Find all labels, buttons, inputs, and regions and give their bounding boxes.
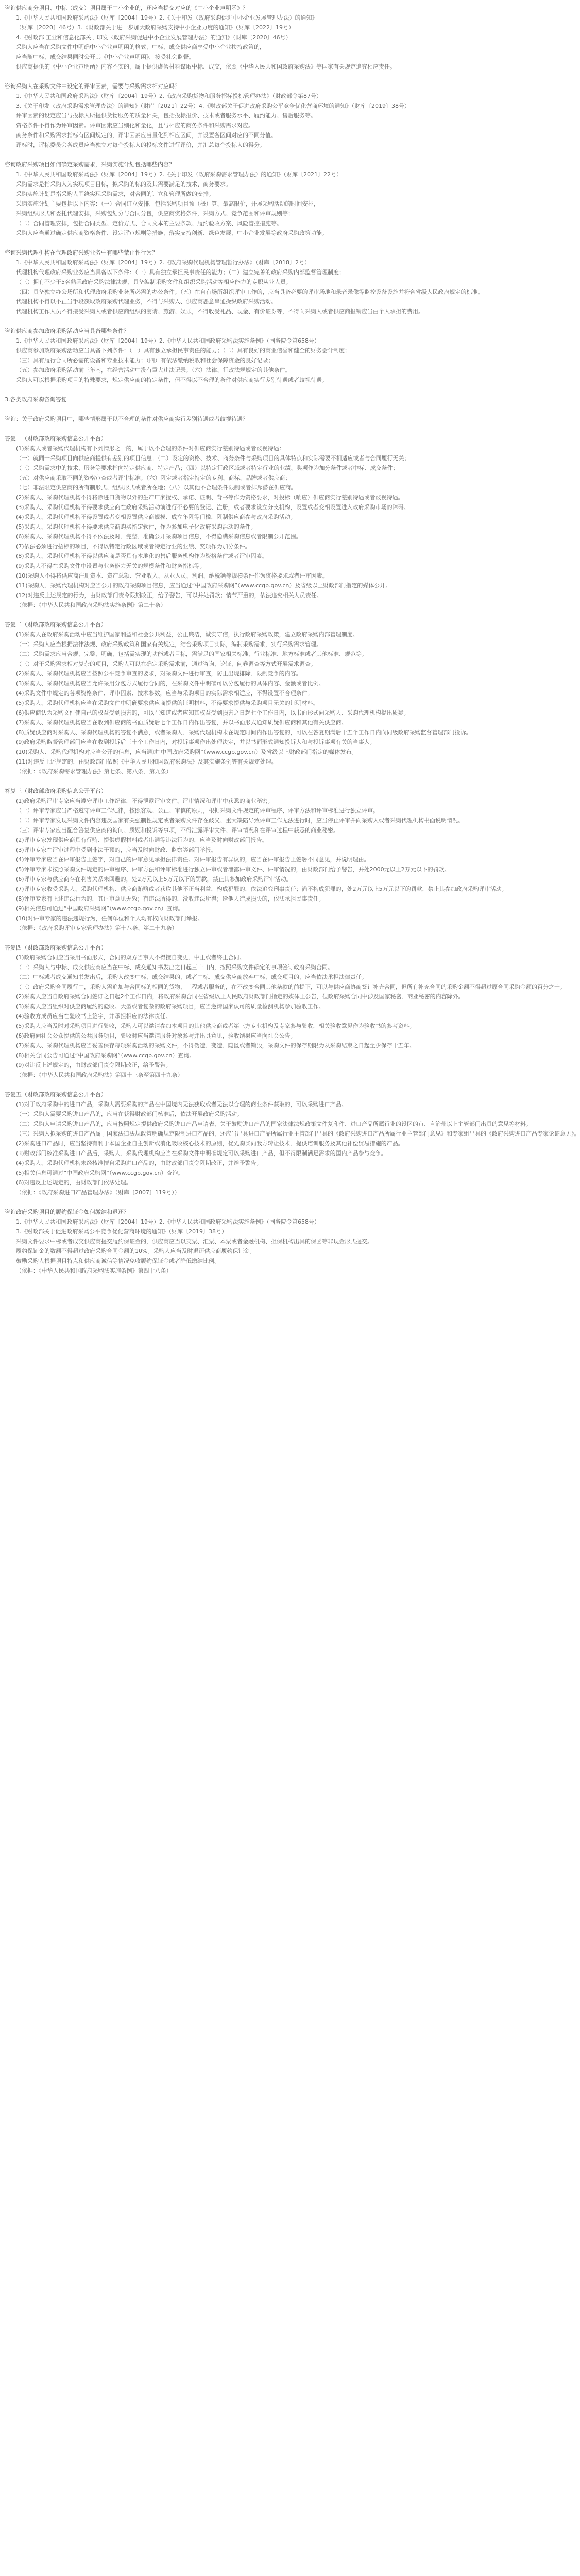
qa-block-line: (4)验收方成员应当在验收书上签字，并承担相应的法律责任。 — [16, 1013, 172, 1020]
qa-header: 3.各类政府采购咨询答复 — [5, 396, 67, 403]
closing-line: 履约保证金的数额不得超过政府采购合同金额的10%。采购人应当及时退还供应商履约保证金。 — [16, 1248, 255, 1255]
qa-block-line: （二）采购需求应当合规、完整、明确，包括需实现的功能或者目标，需满足的国家相关标准、行业标准、地方标准或者其他标准、规范等。 — [16, 651, 367, 657]
qa-block-line: (3)采购人应当组织对供应商履约的验收。大型或者复杂的政府采购项目，应当邀请国家认可的质量检测机构参加验收工作。 — [16, 1003, 325, 1010]
qa-block-line: （二）评审专家发现采购文件内容违反国家有关强制性规定或者采购文件存在歧义、重大缺陷导致评审工作无法进行时，应当停止评审并向采购人或者采购代理机构书面说明情况。 — [16, 817, 464, 824]
section-line: 资格条件不得作为评审因素。评审因素应当细化和量化，且与相应的商务条件和采购需求对应。 — [16, 122, 254, 129]
qa-block-line: (5)采购人应当及时对采购项目进行验收，采购人可以邀请参加本项目的其他供应商或者第三方专业机构及专家参与验收，相关验收意见作为验收书的参考资料。 — [16, 1023, 415, 1029]
qa-block-line: (3)评审专家在评审过程中受到非法干预的，应当及时向财政、监察等部门举报。 — [16, 846, 217, 853]
qa-block-line: (1)采购人或者采购代理机构有下列情形之一的，属于以不合理的条件对供应商实行差别待遇或者歧视待遇： — [16, 445, 285, 452]
section-line: 采购人应当通过确定供应商资格条件、设定评审规则等措施，落实支持创新、绿色发展、中小企业发展等政府采购政策功能。 — [16, 230, 328, 236]
section-line: 代理机构代理政府采购业务应当具备以下条件：（一）具有独立承担民事责任的能力；（二）建立完善的政府采购内部监督管理制度； — [16, 269, 345, 276]
section-line: （三）拥有不少于5名熟悉政府采购法律法规、具备编制采购文件和组织采购活动等相应能力的专职从业人员； — [16, 279, 292, 285]
qa-block-line: (6)评审专家与供应商存在利害关系未回避的，处2万元以上5万元以下的罚款，禁止其参加政府采购评审活动。 — [16, 876, 292, 883]
qa-block-line: (3)采购人、采购代理机构不得要求供应商在政府采购活动前进行不必要的登记、注册，或者要求设立分支机构，设置或者变相设置进入政府采购市场的障碍。 — [16, 504, 410, 511]
section-line: 商务条件和采购需求指标有区间规定的，评审因素应当量化到相应区间，并设置各区间对应的不同分值。 — [16, 132, 277, 139]
section-line: （二）合同管理安排，包括合同类型、定价方式、合同文本的主要条款、履约验收方案、风险管控措施等。 — [16, 220, 282, 227]
section-line: 采购组织形式和委托代理安排，采购包划分与合同分包，供应商资格条件，采购方式、竞争范围和评审规则等； — [16, 210, 294, 217]
section-line: 1.《中华人民共和国政府采购法》（财库〔2004〕19号）2.《政府采购代理机构管理暂行办法》（财库〔2018〕2号） — [16, 259, 310, 266]
section-heading: 咨询采购代理机构在代理政府采购业务中有哪些禁止性行为？ — [5, 249, 158, 256]
qa-block-line: (9)对违反上述规定的，由财政部门责令限期改正，给予警告。 — [16, 1062, 172, 1069]
section-line: （四）具备独立办公场所和代理政府采购业务所必需的办公条件；（五）在自有场所组织评审工作的，应当具备必要的评审场地和录音录像等监控设备设施并符合省级人民政府规定的标准。 — [16, 289, 484, 295]
qa-block-line: （三）评审专家应当配合答复供应商的询问、质疑和投诉等事项，不得泄露评审文件、评审情况和在评审过程中获悉的商业秘密。 — [16, 827, 339, 834]
qa-block-line: （一）采购人与中标、成交供应商应当在中标、成交通知书发出之日起三十日内，按照采购文件确定的事项签订政府采购合同。 — [16, 964, 333, 971]
section-line: 采购人可以根据采购项目的特殊要求，规定供应商的特定条件，但不得以不合理的条件对供应商实行差别待遇或者歧视待遇。 — [16, 377, 328, 383]
section-line: 1.《中华人民共和国政府采购法》（财库〔2004〕19号）2.《关于印发〈政府采购需求管理办法〉的通知》（财库〔2021〕22号） — [16, 171, 342, 178]
qa-block-title: 答复二（财政部政府采购信息公开平台） — [5, 621, 107, 628]
section-heading: 咨询供应商参加政府采购活动应当具备哪些条件？ — [5, 328, 129, 334]
qa-block-line: (12)对违反上述规定的行为，由财政部门责令限期改正，给予警告，可以并处罚款；情节严重的，依法追究相关人员责任。 — [16, 592, 322, 599]
qa-block-line: (4)采购人、采购代理机构未经核准擅自采购进口产品的，由财政部门责令限期改正，并给予警告。 — [16, 1160, 262, 1166]
qa-block-line: （三）对于采购需求相对复杂的项目，采购人可以在确定采购需求前，通过咨询、论证、问卷调查等方式开展需求调查。 — [16, 660, 316, 667]
qa-block-line: (5)采购人、采购代理机构不得要求供应商购买指定软件，作为参加电子化政府采购活动的条件。 — [16, 523, 257, 530]
qa-block-line: （二）中标或者成交通知书发出后，采购人改变中标、成交结果的，或者中标、成交供应商放弃中标、成交项目的，应当依法承担法律责任。 — [16, 974, 367, 980]
qa-block-line: （依据：《中华人民共和国政府采购法》第四十三条至第四十九条） — [16, 1072, 183, 1078]
qa-block-line: (6)供应商认为采购文件使自己的权益受到损害的，可以在知道或者应知其权益受到损害之日起七个工作日内，以书面形式向采购人、采购代理机构提出质疑。 — [16, 709, 410, 716]
section-line: 4.《财政部 工业和信息化部关于印发〈政府采购促进中小企业发展管理办法〉的通知》（财库〔2020〕46号） — [16, 34, 292, 41]
qa-block-line: （依据：《政府采购需求管理办法》第七条、第八条、第九条） — [16, 768, 172, 775]
qa-block-line: (8)质疑供应商对采购人、采购代理机构的答复不满意，或者采购人、采购代理机构未在规定时间内作出答复的，可以在答复期满后十五个工作日内向同级政府采购监督管理部门投诉。 — [16, 729, 472, 736]
qa-lead: 咨询：关于政府采购项目中，哪些情形属于以不合理的条件对供应商实行差别待遇或者歧视待遇？ — [5, 416, 248, 422]
qa-block-line: (6)对违反上述规定的，由财政部门依法处理。 — [16, 1179, 132, 1186]
qa-block-title: 答复四（财政部政府采购信息公开平台） — [5, 944, 107, 951]
section-line: 评审因素的设定应当与投标人所提供货物服务的质量相关，包括投标报价、技术或者服务水平、履约能力、售后服务等。 — [16, 112, 316, 119]
section-line: 供应商提供的《中小企业声明函》内容不实的，属于提供虚假材料谋取中标、成交，依照《中华人民共和国政府采购法》等国家有关规定追究相应责任。 — [16, 63, 396, 70]
qa-block-line: (11)采购人、采购代理机构对应当公开的政府采购项目信息，应当通过“中国政府采购网”（www.ccgp.gov.cn）及省级以上财政部门指定的媒体公开。 — [16, 582, 391, 589]
section-line: 代理机构工作人员不得接受采购人或者供应商组织的宴请、旅游、娱乐，不得收受礼品、现金、有价证券等，不得向采购人或者供应商报销应当由个人承担的费用。 — [16, 308, 424, 315]
qa-block-line: (5)评审专家未按照采购文件规定的评审程序、评审方法和评审标准进行独立评审或者泄露评审文件、评审情况的，由财政部门给予警告，并处2000元以上2万元以下的罚款。 — [16, 866, 450, 873]
section-line: 1.《中华人民共和国政府采购法》（财库〔2004〕19号）2.《政府采购货物和服务招标投标管理办法》（财政部令第87号） — [16, 93, 322, 99]
qa-block-line: (8)采购人、采购代理机构不得以供应商是否具有本地化的售后服务机构作为资格条件或者评审因素。 — [16, 553, 268, 560]
section-line: 3.《关于印发〈政府采购需求管理办法〉的通知》（财库〔2021〕22号）4.《财政部关于促进政府采购公平竞争优化营商环境的通知》（财库〔2019〕38号） — [16, 103, 410, 109]
qa-block-line: (4)采购人、采购代理机构不得设置或者变相设置供应商规模、成立年限等门槛，限制供应商参与政府采购活动。 — [16, 514, 296, 520]
qa-block-line: (10)对评审专家的违法违规行为，任何单位和个人均有权向财政部门举报。 — [16, 915, 203, 922]
section-line: 1.《中华人民共和国政府采购法》（财库〔2004〕19号）2.《关于印发〈政府采购促进中小企业发展管理办法〉的通知》 — [16, 14, 318, 21]
qa-block-line: (2)采购进口产品时，应当坚持有利于本国企业自主创新或消化吸收核心技术的原则，优先购买向我方转让技术、提供培训服务及其他补偿贸易措施的产品。 — [16, 1140, 404, 1147]
qa-block-line: (4)采购文件中规定的各项资格条件、评审因素、技术参数，应当与采购项目的实际需求相适应，不得设置不合理条件。 — [16, 690, 313, 697]
qa-block-line: (11)对违反上述规定的，由财政部门依照《中华人民共和国政府采购法》及其实施条例等有关规定处理。 — [16, 758, 277, 765]
qa-block-line: （三）政府采购合同履行中，采购人需追加与合同标的相同的货物、工程或者服务的，在不改变合同其他条款的前提下，可以与供应商协商签订补充合同，但所有补充合同的采购金额不得超过原合同采购金额的百分之十。 — [16, 984, 566, 990]
qa-block-line: (7)采购人、采购代理机构应当在收到供应商的书面质疑后七个工作日内作出答复，并以书面形式通知质疑供应商和其他有关供应商。 — [16, 719, 347, 726]
qa-block-line: (6)采购人、采购代理机构不得不依法及时、完整、准确公开采购项目信息，不得隐瞒采购信息或者限制公开范围。 — [16, 533, 302, 540]
qa-block-title: 答复五（财政部政府采购信息公开平台） — [5, 1091, 107, 1098]
section-line: （三）具有履行合同所必需的设备和专业技术能力；（四）有依法缴纳税收和社会保障资金的良好记录； — [16, 357, 274, 364]
qa-block-line: (7)依法必须进行招标的项目，不得以特定行政区域或者特定行业的业绩、奖项作为加分条件。 — [16, 543, 251, 550]
qa-block-line: （三）采购人拟采购的进口产品属于国家法律法规政策明确规定限制进口产品的，还应当出具进口产品所属行业主管部门出具的《政府采购进口产品所属行业主管部门意见》和专家组出具的《政府采购进口产品专家论证意见》。 — [16, 1130, 580, 1137]
qa-block-line: (4)评审专家应当在评审报告上签字，对自己的评审意见承担法律责任。对评审报告有异议的，应当在评审报告上签署不同意见，并说明理由。 — [16, 856, 370, 863]
section-line: 采购需求是指采购人为实现项目目标，拟采购的标的及其需要满足的技术、商务要求。 — [16, 181, 231, 188]
qa-block-line: （依据：《中华人民共和国政府采购法实施条例》第二十条） — [16, 602, 166, 608]
qa-block-title: 答复三（财政部政府采购信息公开平台） — [5, 788, 107, 794]
closing-line: 采购文件要求中标或者成交供应商提交履约保证金的，供应商应当以支票、汇票、本票或者金融机构、担保机构出具的保函等非现金形式提交。 — [16, 1238, 373, 1245]
qa-block-line: （三）采购需求中的技术、服务等要求指向特定供应商、特定产品；（四）以特定行政区域或者特定行业的业绩、奖项作为加分条件或者中标、成交条件； — [16, 465, 399, 471]
qa-block-line: （五）对供应商采取不同的资格审查或者评审标准；（六）限定或者指定特定的专利、商标、品牌或者供应商； — [16, 474, 291, 481]
qa-block-title: 答复一（财政部政府采购信息公开平台） — [5, 435, 107, 442]
closing-line: 鼓励采购人根据项目特点和供应商诚信等情况免收履约保证金或者降低缴纳比例。 — [16, 1258, 220, 1264]
closing-heading: 咨询政府采购项目的履约保证金如何缴纳和退还？ — [5, 1209, 129, 1215]
qa-block-line: (1)政府采购评审专家应当遵守评审工作纪律，不得泄露评审文件、评审情况和评审中获悉的商业秘密。 — [16, 798, 274, 804]
qa-block-line: (2)评审专家发现供应商具有行贿、提供虚假材料或者串通等违法行为的，应当及时向财政部门报告。 — [16, 837, 268, 843]
qa-block-line: (2)采购人、采购代理机构应当按照公平竞争审查的要求，对采购文件进行审查，防止出现排除、限制竞争的内容。 — [16, 670, 302, 677]
qa-block-line: （一）采购人应当根据法律法规、政府采购政策和国家有关规定，结合采购项目实际，编制采购需求，实行采购需求管理。 — [16, 641, 322, 648]
section-line: 代理机构不得以不正当手段获取政府采购代理业务，不得与采购人、供应商恶意串通操纵政府采购活动。 — [16, 298, 277, 305]
qa-block-line: (9)政府采购监督管理部门应当在收到投诉后三十个工作日内，对投诉事项作出处理决定，并以书面形式通知投诉人和与投诉事项有关的当事人。 — [16, 739, 376, 745]
section-heading: 咨询采购人在采购文件中设定的评审因素，需要与采购需求相对应吗？ — [5, 83, 180, 90]
qa-block-line: (8)评审专家有上述违法行为的，其评审意见无效；有违法所得的，没收违法所得；给他人造成损失的，依法承担民事责任。 — [16, 895, 325, 902]
qa-block-line: (2)采购人、采购代理机构不得将除进口货物以外的生产厂家授权、承诺、证明、背书等作为资格要求，对投标（响应）供应商实行差别待遇或者歧视待遇。 — [16, 494, 404, 501]
section-line: 采购实施计划是指采购人围绕实现采购需求，对合同的订立和管理所做的安排。 — [16, 191, 214, 197]
qa-block-line: (7)采购人、采购代理机构应当妥善保存每项采购活动的采购文件，不得伪造、变造、隐匿或者销毁，采购文件的保存期限为从采购结束之日起至少保存十五年。 — [16, 1042, 415, 1049]
qa-block-line: (7)评审专家收受采购人、采购代理机构、供应商贿赂或者获取其他不正当利益，构成犯罪的，依法追究刑事责任；尚不构成犯罪的，处2万元以上5万元以下的罚款，禁止其参加政府采购评审活动。 — [16, 886, 507, 892]
qa-block-line: (5)采购人、采购代理机构应当在采购文件中明确要求供应商提供的证明材料，不得要求提供与采购项目无关的证明材料。 — [16, 700, 319, 706]
qa-block-line: （依据：《政府采购评审专家管理办法》第十八条、第二十九条） — [16, 925, 178, 931]
section-heading: 咨询供应商分项目、中标（成交）项目属于中小企业的，还应当提交对应的《中小企业声明函》？ — [5, 5, 248, 11]
qa-block-line: (1)采购人在政府采购活动中应当维护国家利益和社会公共利益，公正廉洁，诚实守信，执行政府采购政策，建立政府采购内部管理制度。 — [16, 631, 359, 638]
closing-line: 1.《中华人民共和国政府采购法》（财库〔2004〕19号）2.《中华人民共和国政府采购法实施条例》（国务院令第658号） — [16, 1218, 320, 1225]
qa-block-line: (1)对于政府采购中的进口产品，采购人需要采购的产品在中国境内无法获取或者无法以合理的商业条件获取的，可以采购进口产品。 — [16, 1101, 347, 1108]
qa-block-line: (9)相关信息可通过“中国政府采购网”（www.ccgp.gov.cn）查询。 — [16, 905, 184, 912]
qa-block-line: (10)采购人、采购代理机构对应当公开的信息，应当通过“中国政府采购网”（www.ccgp.gov.cn）及省级以上财政部门指定的媒体发布。 — [16, 749, 357, 755]
qa-block-line: (5)相关信息可通过“中国政府采购网”（www.ccgp.gov.cn）查询。 — [16, 1170, 184, 1176]
qa-block-line: （二）采购人申请采购进口产品的，应当按照规定提供政府采购进口产品申请表、关于鼓励进口产品的国家法律法规政策文件复印件、进口产品所属行业的设区的市、自治州以上主管部门出具的意见等材料。 — [16, 1121, 532, 1127]
section-line: （财库〔2020〕46号）3.《财政部关于进一步加大政府采购支持中小企业力度的通知》（财库〔2022〕19号） — [16, 24, 294, 31]
section-line: 评标时，评标委员会各成员应当独立对每个投标人的投标文件进行评价，并汇总每个投标人的得分。 — [16, 142, 265, 148]
qa-block-line: (9)采购人不得在采购文件中设置与业务能力无关的规模条件和财务指标等。 — [16, 563, 206, 569]
section-line: 应当随中标、成交结果同时公开其《中小企业声明函》，接受社会监督。 — [16, 54, 195, 60]
closing-line: （依据：《中华人民共和国政府采购法实施条例》第四十八条） — [16, 1267, 172, 1274]
document-body — [5, 3, 580, 1276]
qa-block-line: （一）就同一采购项目向供应商提供有差别的项目信息；（二）设定的资格、技术、商务条件与采购项目的具体特点和实际需要不相适应或者与合同履行无关； — [16, 455, 410, 462]
section-line: 采购人应当在采购文件中明确中小企业声明函的格式，中标、成交供应商享受中小企业扶持政策的， — [16, 44, 265, 50]
section-line: 采购实施计划主要包括以下内容：（一）合同订立安排，包括采购项目预（概）算、最高限价，开展采购活动的时间安排， — [16, 200, 319, 207]
qa-block-line: （一）评审专家应当严格遵守评审工作纪律，按照客观、公正、审慎的原则，根据采购文件规定的评审程序、评审方法和评审标准进行独立评审。 — [16, 807, 379, 814]
section-heading: 咨询政府采购项目如何确定采购需求，采购实施计划包括哪些内容？ — [5, 161, 175, 168]
qa-block-line: (1)政府采购合同应当采用书面形式，合同的双方当事人不得擅自变更、中止或者终止合同。 — [16, 954, 245, 961]
section-line: 1.《中华人民共和国政府采购法》（财库〔2004〕19号）2.《中华人民共和国政府采购法实施条例》（国务院令第658号） — [16, 337, 320, 344]
section-line: 供应商参加政府采购活动应当具备下列条件：（一）具有独立承担民事责任的能力；（二）具有良好的商业信誉和健全的财务会计制度； — [16, 347, 350, 354]
closing-line: 3.《财政部关于促进政府采购公平竞争优化营商环境的通知》（财库〔2019〕38号） — [16, 1228, 227, 1235]
qa-block-line: （一）采购人需要采购进口产品的，应当在获得财政部门核准后，依法开展政府采购活动。 — [16, 1111, 243, 1117]
qa-block-line: (3)财政部门核准采购进口产品后，采购人、采购代理机构应当在采购文件中明确规定可以采购进口产品，但不得限制满足需求的国内产品参与竞争。 — [16, 1150, 387, 1157]
qa-block-line: （七）非法限定供应商的所有制形式、组织形式或者所在地；（八）以其他不合理条件限制或者排斥潜在供应商。 — [16, 484, 297, 491]
qa-block-line: (10)采购人不得将供应商注册资本、资产总额、营业收入、从业人员、利润、纳税额等规模条件作为资格要求或者评审因素。 — [16, 572, 328, 579]
qa-block-line: (3)采购人、采购代理机构应当允许采用分包方式履行合同的，在采购文件中明确可以分包履行的具体内容、金额或者比例。 — [16, 680, 325, 687]
qa-block-line: (2)采购人应当自政府采购合同签订之日起2个工作日内，将政府采购合同在省级以上人民政府财政部门指定的媒体上公告，但政府采购合同中涉及国家秘密、商业秘密的内容除外。 — [16, 993, 464, 1000]
qa-block-line: (8)相关合同公告可通过“中国政府采购网”（www.ccgp.gov.cn）查询。 — [16, 1052, 195, 1059]
qa-block-line: （依据：《政府采购进口产品管理办法》（财库〔2007〕119号）） — [16, 1189, 180, 1196]
section-line: （五）参加政府采购活动前三年内，在经营活动中没有重大违法记录；（六）法律、行政法规规定的其他条件。 — [16, 367, 291, 374]
qa-block-line: (6)政府向社会公众提供的公共服务项目，验收时应当邀请服务对象参与并出具意见，验收结果应当向社会公告。 — [16, 1032, 296, 1039]
